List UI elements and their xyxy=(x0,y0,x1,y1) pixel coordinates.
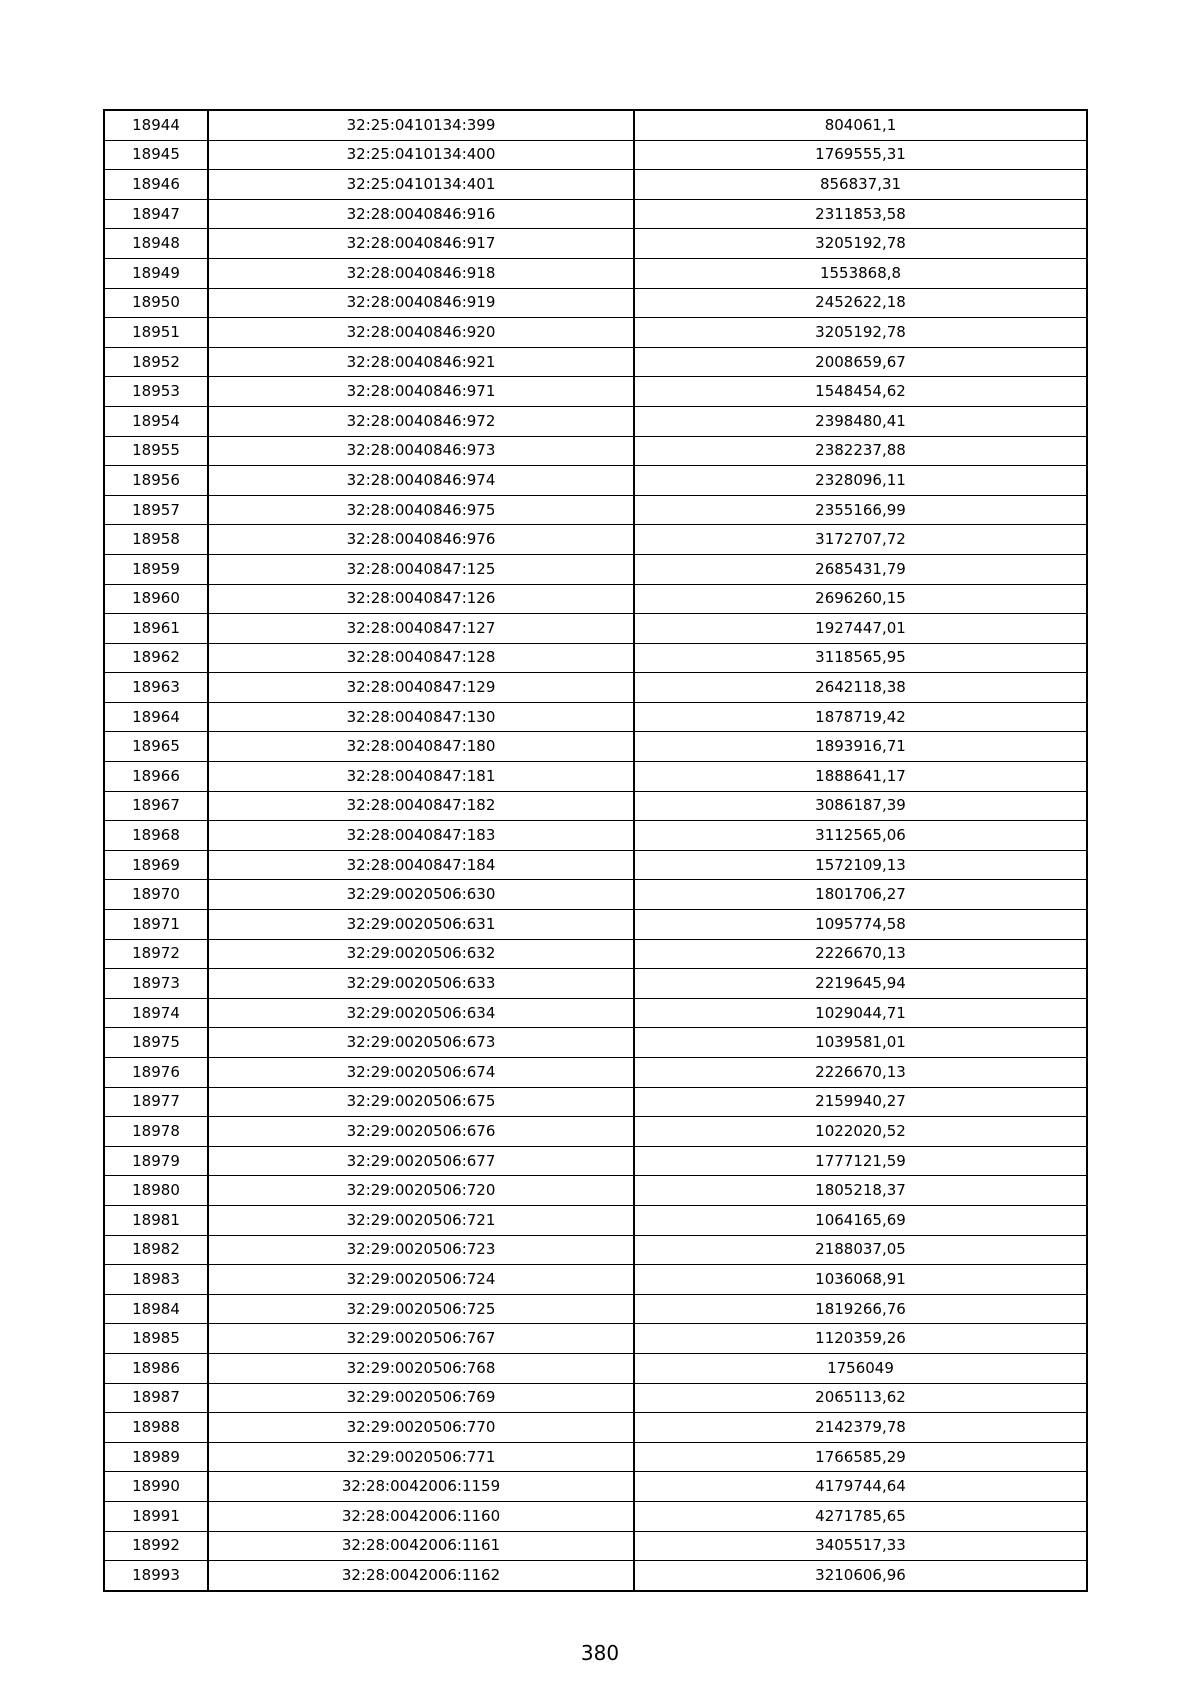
cadastral-number-cell: 32:28:0040847:183 xyxy=(208,821,634,851)
table-row xyxy=(104,1117,1087,1147)
cadastral-number-cell: 32:29:0020506:634 xyxy=(208,998,634,1028)
row-number-cell: 18988 xyxy=(104,1413,208,1443)
cadastral-value-cell: 1777121,59 xyxy=(634,1146,1087,1176)
table-row xyxy=(104,229,1087,259)
table-row xyxy=(104,110,1087,140)
cadastral-number-cell: 32:28:0040847:181 xyxy=(208,762,634,792)
row-number-cell: 18954 xyxy=(104,406,208,436)
table-row xyxy=(104,673,1087,703)
table-row xyxy=(104,1265,1087,1295)
table-row xyxy=(104,1531,1087,1561)
cadastral-value-cell: 1888641,17 xyxy=(634,762,1087,792)
row-number-cell: 18945 xyxy=(104,140,208,170)
cadastral-number-cell: 32:28:0040846:916 xyxy=(208,199,634,229)
table-row xyxy=(104,791,1087,821)
table-row xyxy=(104,436,1087,466)
row-number-cell: 18983 xyxy=(104,1265,208,1295)
row-number-cell: 18952 xyxy=(104,347,208,377)
row-number-cell: 18979 xyxy=(104,1146,208,1176)
cadastral-value-cell: 1819266,76 xyxy=(634,1294,1087,1324)
cadastral-value-cell: 1572109,13 xyxy=(634,850,1087,880)
cadastral-number-cell: 32:29:0020506:725 xyxy=(208,1294,634,1324)
row-number-cell: 18953 xyxy=(104,377,208,407)
row-number-cell: 18976 xyxy=(104,1058,208,1088)
table-row xyxy=(104,525,1087,555)
row-number-cell: 18950 xyxy=(104,288,208,318)
cadastral-number-cell: 32:28:0040847:130 xyxy=(208,702,634,732)
table-row xyxy=(104,821,1087,851)
table-row xyxy=(104,495,1087,525)
table-row xyxy=(104,554,1087,584)
cadastral-value-cell: 1893916,71 xyxy=(634,732,1087,762)
cadastral-value-cell: 3210606,96 xyxy=(634,1561,1087,1591)
cadastral-number-cell: 32:28:0040846:918 xyxy=(208,258,634,288)
cadastral-number-cell: 32:28:0040846:917 xyxy=(208,229,634,259)
cadastral-value-cell: 804061,1 xyxy=(634,110,1087,140)
cadastral-number-cell: 32:29:0020506:769 xyxy=(208,1383,634,1413)
row-number-cell: 18964 xyxy=(104,702,208,732)
table-row xyxy=(104,1058,1087,1088)
row-number-cell: 18959 xyxy=(104,554,208,584)
row-number-cell: 18948 xyxy=(104,229,208,259)
table-row xyxy=(104,1472,1087,1502)
cadastral-value-cell: 1039581,01 xyxy=(634,1028,1087,1058)
cadastral-number-cell: 32:28:0040847:184 xyxy=(208,850,634,880)
table-body xyxy=(104,110,1087,1591)
row-number-cell: 18966 xyxy=(104,762,208,792)
cadastral-number-cell: 32:28:0040847:127 xyxy=(208,614,634,644)
row-number-cell: 18981 xyxy=(104,1205,208,1235)
cadastral-number-cell: 32:28:0040846:920 xyxy=(208,318,634,348)
cadastral-number-cell: 32:29:0020506:723 xyxy=(208,1235,634,1265)
cadastral-value-cell: 3205192,78 xyxy=(634,229,1087,259)
table-row xyxy=(104,702,1087,732)
cadastral-number-cell: 32:25:0410134:399 xyxy=(208,110,634,140)
table-row xyxy=(104,1413,1087,1443)
cadastral-number-cell: 32:28:0042006:1159 xyxy=(208,1472,634,1502)
cadastral-value-cell: 3112565,06 xyxy=(634,821,1087,851)
cadastral-value-cell: 2008659,67 xyxy=(634,347,1087,377)
row-number-cell: 18957 xyxy=(104,495,208,525)
table-row xyxy=(104,614,1087,644)
table-row xyxy=(104,643,1087,673)
table-row xyxy=(104,939,1087,969)
cadastral-value-cell: 2188037,05 xyxy=(634,1235,1087,1265)
cadastral-number-cell: 32:29:0020506:677 xyxy=(208,1146,634,1176)
row-number-cell: 18969 xyxy=(104,850,208,880)
row-number-cell: 18968 xyxy=(104,821,208,851)
cadastral-number-cell: 32:28:0040847:180 xyxy=(208,732,634,762)
row-number-cell: 18956 xyxy=(104,466,208,496)
cadastral-value-cell: 1927447,01 xyxy=(634,614,1087,644)
cadastral-number-cell: 32:28:0040847:128 xyxy=(208,643,634,673)
row-number-cell: 18978 xyxy=(104,1117,208,1147)
table-row xyxy=(104,969,1087,999)
table-row xyxy=(104,880,1087,910)
table-row xyxy=(104,258,1087,288)
cadastral-number-cell: 32:29:0020506:720 xyxy=(208,1176,634,1206)
cadastral-value-cell: 2226670,13 xyxy=(634,939,1087,969)
cadastral-value-cell: 2452622,18 xyxy=(634,288,1087,318)
cadastral-value-cell: 2328096,11 xyxy=(634,466,1087,496)
cadastral-value-cell: 1756049 xyxy=(634,1353,1087,1383)
cadastral-value-cell: 2696260,15 xyxy=(634,584,1087,614)
row-number-cell: 18963 xyxy=(104,673,208,703)
row-number-cell: 18951 xyxy=(104,318,208,348)
table-row xyxy=(104,1205,1087,1235)
cadastral-number-cell: 32:28:0040846:975 xyxy=(208,495,634,525)
cadastral-number-cell: 32:29:0020506:770 xyxy=(208,1413,634,1443)
table-row xyxy=(104,910,1087,940)
row-number-cell: 18975 xyxy=(104,1028,208,1058)
cadastral-value-cell: 1553868,8 xyxy=(634,258,1087,288)
table-row xyxy=(104,466,1087,496)
row-number-cell: 18972 xyxy=(104,939,208,969)
table-row xyxy=(104,762,1087,792)
row-number-cell: 18971 xyxy=(104,910,208,940)
row-number-cell: 18985 xyxy=(104,1324,208,1354)
table-row xyxy=(104,1561,1087,1591)
row-number-cell: 18990 xyxy=(104,1472,208,1502)
cadastral-number-cell: 32:28:0040847:129 xyxy=(208,673,634,703)
cadastral-value-cell: 3086187,39 xyxy=(634,791,1087,821)
cadastral-number-cell: 32:29:0020506:676 xyxy=(208,1117,634,1147)
cadastral-value-cell: 2382237,88 xyxy=(634,436,1087,466)
row-number-cell: 18962 xyxy=(104,643,208,673)
cadastral-number-cell: 32:25:0410134:400 xyxy=(208,140,634,170)
cadastral-number-cell: 32:29:0020506:721 xyxy=(208,1205,634,1235)
cadastral-number-cell: 32:25:0410134:401 xyxy=(208,170,634,200)
cadastral-value-cell: 1064165,69 xyxy=(634,1205,1087,1235)
cadastral-number-cell: 32:28:0040846:972 xyxy=(208,406,634,436)
table-row xyxy=(104,170,1087,200)
cadastral-value-cell: 1120359,26 xyxy=(634,1324,1087,1354)
cadastral-value-table xyxy=(103,109,1088,1592)
table-row xyxy=(104,998,1087,1028)
row-number-cell: 18989 xyxy=(104,1442,208,1472)
cadastral-number-cell: 32:28:0040847:182 xyxy=(208,791,634,821)
cadastral-value-cell: 2685431,79 xyxy=(634,554,1087,584)
cadastral-number-cell: 32:29:0020506:633 xyxy=(208,969,634,999)
cadastral-value-cell: 1801706,27 xyxy=(634,880,1087,910)
row-number-cell: 18947 xyxy=(104,199,208,229)
cadastral-number-cell: 32:28:0042006:1161 xyxy=(208,1531,634,1561)
cadastral-value-cell: 2219645,94 xyxy=(634,969,1087,999)
cadastral-value-cell: 2142379,78 xyxy=(634,1413,1087,1443)
table-row xyxy=(104,1353,1087,1383)
cadastral-number-cell: 32:29:0020506:674 xyxy=(208,1058,634,1088)
cadastral-value-cell: 2226670,13 xyxy=(634,1058,1087,1088)
table-row xyxy=(104,850,1087,880)
cadastral-value-cell: 4179744,64 xyxy=(634,1472,1087,1502)
cadastral-number-cell: 32:29:0020506:724 xyxy=(208,1265,634,1295)
cadastral-value-cell: 2311853,58 xyxy=(634,199,1087,229)
table-row xyxy=(104,732,1087,762)
row-number-cell: 18967 xyxy=(104,791,208,821)
cadastral-value-cell: 4271785,65 xyxy=(634,1501,1087,1531)
table-row xyxy=(104,199,1087,229)
cadastral-number-cell: 32:28:0040846:921 xyxy=(208,347,634,377)
table-row xyxy=(104,140,1087,170)
cadastral-value-cell: 1022020,52 xyxy=(634,1117,1087,1147)
cadastral-value-cell: 2398480,41 xyxy=(634,406,1087,436)
cadastral-value-cell: 3405517,33 xyxy=(634,1531,1087,1561)
cadastral-value-cell: 1878719,42 xyxy=(634,702,1087,732)
table-row xyxy=(104,584,1087,614)
cadastral-value-cell: 1769555,31 xyxy=(634,140,1087,170)
table-row xyxy=(104,377,1087,407)
table-row xyxy=(104,1235,1087,1265)
row-number-cell: 18992 xyxy=(104,1531,208,1561)
table-row xyxy=(104,1087,1087,1117)
table-row xyxy=(104,1442,1087,1472)
row-number-cell: 18974 xyxy=(104,998,208,1028)
table-row xyxy=(104,406,1087,436)
cadastral-value-cell: 1805218,37 xyxy=(634,1176,1087,1206)
cadastral-number-cell: 32:29:0020506:673 xyxy=(208,1028,634,1058)
cadastral-value-cell: 3172707,72 xyxy=(634,525,1087,555)
cadastral-number-cell: 32:28:0042006:1160 xyxy=(208,1501,634,1531)
page-number: 380 xyxy=(580,1641,620,1665)
cadastral-number-cell: 32:28:0040847:125 xyxy=(208,554,634,584)
row-number-cell: 18991 xyxy=(104,1501,208,1531)
cadastral-value-cell: 3205192,78 xyxy=(634,318,1087,348)
row-number-cell: 18973 xyxy=(104,969,208,999)
row-number-cell: 18958 xyxy=(104,525,208,555)
cadastral-number-cell: 32:28:0040846:974 xyxy=(208,466,634,496)
cadastral-value-cell: 1029044,71 xyxy=(634,998,1087,1028)
row-number-cell: 18977 xyxy=(104,1087,208,1117)
cadastral-number-cell: 32:29:0020506:675 xyxy=(208,1087,634,1117)
table-row xyxy=(104,1294,1087,1324)
cadastral-value-cell: 3118565,95 xyxy=(634,643,1087,673)
cadastral-value-cell: 2065113,62 xyxy=(634,1383,1087,1413)
row-number-cell: 18970 xyxy=(104,880,208,910)
table-row xyxy=(104,288,1087,318)
row-number-cell: 18946 xyxy=(104,170,208,200)
cadastral-number-cell: 32:29:0020506:771 xyxy=(208,1442,634,1472)
table-row xyxy=(104,1146,1087,1176)
table-row xyxy=(104,1028,1087,1058)
cadastral-number-cell: 32:28:0040846:971 xyxy=(208,377,634,407)
cadastral-value-cell: 1548454,62 xyxy=(634,377,1087,407)
row-number-cell: 18960 xyxy=(104,584,208,614)
cadastral-value-cell: 1766585,29 xyxy=(634,1442,1087,1472)
cadastral-value-cell: 1095774,58 xyxy=(634,910,1087,940)
row-number-cell: 18984 xyxy=(104,1294,208,1324)
cadastral-value-cell: 2355166,99 xyxy=(634,495,1087,525)
row-number-cell: 18993 xyxy=(104,1561,208,1591)
row-number-cell: 18961 xyxy=(104,614,208,644)
cadastral-number-cell: 32:28:0040846:919 xyxy=(208,288,634,318)
cadastral-number-cell: 32:29:0020506:768 xyxy=(208,1353,634,1383)
row-number-cell: 18982 xyxy=(104,1235,208,1265)
row-number-cell: 18955 xyxy=(104,436,208,466)
cadastral-number-cell: 32:28:0040846:976 xyxy=(208,525,634,555)
cadastral-number-cell: 32:29:0020506:767 xyxy=(208,1324,634,1354)
cadastral-number-cell: 32:28:0040847:126 xyxy=(208,584,634,614)
row-number-cell: 18965 xyxy=(104,732,208,762)
cadastral-value-cell: 856837,31 xyxy=(634,170,1087,200)
cadastral-number-cell: 32:28:0042006:1162 xyxy=(208,1561,634,1591)
table-row xyxy=(104,1383,1087,1413)
row-number-cell: 18987 xyxy=(104,1383,208,1413)
cadastral-value-cell: 1036068,91 xyxy=(634,1265,1087,1295)
cadastral-number-cell: 32:28:0040846:973 xyxy=(208,436,634,466)
row-number-cell: 18986 xyxy=(104,1353,208,1383)
cadastral-value-cell: 2159940,27 xyxy=(634,1087,1087,1117)
cadastral-number-cell: 32:29:0020506:632 xyxy=(208,939,634,969)
row-number-cell: 18980 xyxy=(104,1176,208,1206)
table-row xyxy=(104,1176,1087,1206)
row-number-cell: 18949 xyxy=(104,258,208,288)
table-row xyxy=(104,1324,1087,1354)
table-row xyxy=(104,318,1087,348)
table-row xyxy=(104,1501,1087,1531)
row-number-cell: 18944 xyxy=(104,110,208,140)
cadastral-number-cell: 32:29:0020506:631 xyxy=(208,910,634,940)
table-row xyxy=(104,347,1087,377)
cadastral-number-cell: 32:29:0020506:630 xyxy=(208,880,634,910)
cadastral-value-cell: 2642118,38 xyxy=(634,673,1087,703)
